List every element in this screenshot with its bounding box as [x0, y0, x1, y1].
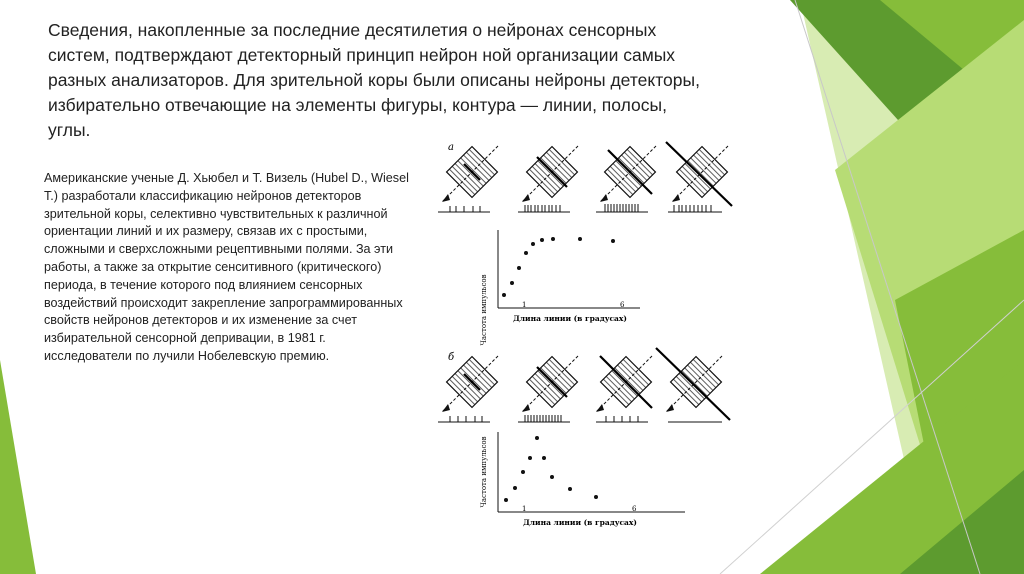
- panel-b-stimulus-4: [656, 348, 730, 420]
- panel-a-y-axis-label: Частота импульсов: [480, 274, 488, 346]
- panel-b-tick-6: 6: [632, 505, 637, 513]
- detector-neuron-figure: [430, 140, 750, 535]
- panel-b-tick-1: 1: [522, 505, 527, 513]
- panel-a-stimulus-1: [442, 146, 498, 202]
- panel-b-graph: [480, 432, 685, 527]
- panel-a-x-axis-label: Длина линии (в градусах): [513, 314, 627, 323]
- panel-b-x-axis-label: Длина линии (в градусах): [523, 518, 637, 527]
- panel-b-stimulus-2: [522, 356, 578, 412]
- panel-a-graph: [480, 230, 640, 346]
- panel-b-label: б: [448, 352, 455, 363]
- panel-a-tick-1: 1: [522, 301, 527, 309]
- hubel-wiesel-paragraph: Американские ученые Д. Хьюбел и Т. Визель (Hubel D., Wiesel T.) разработали классификацию нейронов детекторов зрительной коры, селективно чувствительных к различной ориентации линий и их размеру, связав их с простыми, сложными и сверхсложными рецептивными полями. За эти работы, а также за открытие сенситивного (критического) периода, в течение которого под влиянием сенсорных воздействий происходит закрепление запрограммированных свойств нейронов детекторов и их изменение за счет избирательной сенсорной депривации, в 1981 г. исследователи по лучили Нобелевскую премию.: [44, 171, 409, 363]
- figure-svg: [430, 140, 750, 530]
- panel-b-stimulus-1: [442, 356, 498, 412]
- panel-b-y-axis-label: Частота импульсов: [480, 436, 488, 508]
- deco-left-strip: [0, 360, 36, 574]
- panel-a-stimulus-2: [522, 146, 578, 202]
- panel-a-spike-trains: [438, 204, 722, 212]
- panel-b-spike-trains: [438, 415, 722, 422]
- panel-a-label: а: [448, 142, 454, 153]
- panel-a-stimulus-4: [666, 142, 732, 206]
- panel-a-stimulus-3: [600, 146, 656, 202]
- panel-a-tick-6: 6: [620, 301, 625, 309]
- panel-b-stimulus-3: [596, 356, 652, 412]
- main-paragraph: Сведения, накопленные за последние десятилетия о нейронах сенсорных систем, подтверждают детекторный принцип нейрон ной организации самых разных анализаторов. Для зрительной коры были описаны нейроны детекторы, избирательно отвечающие на элементы фигуры, контура — линии, полосы, углы.: [48, 20, 700, 140]
